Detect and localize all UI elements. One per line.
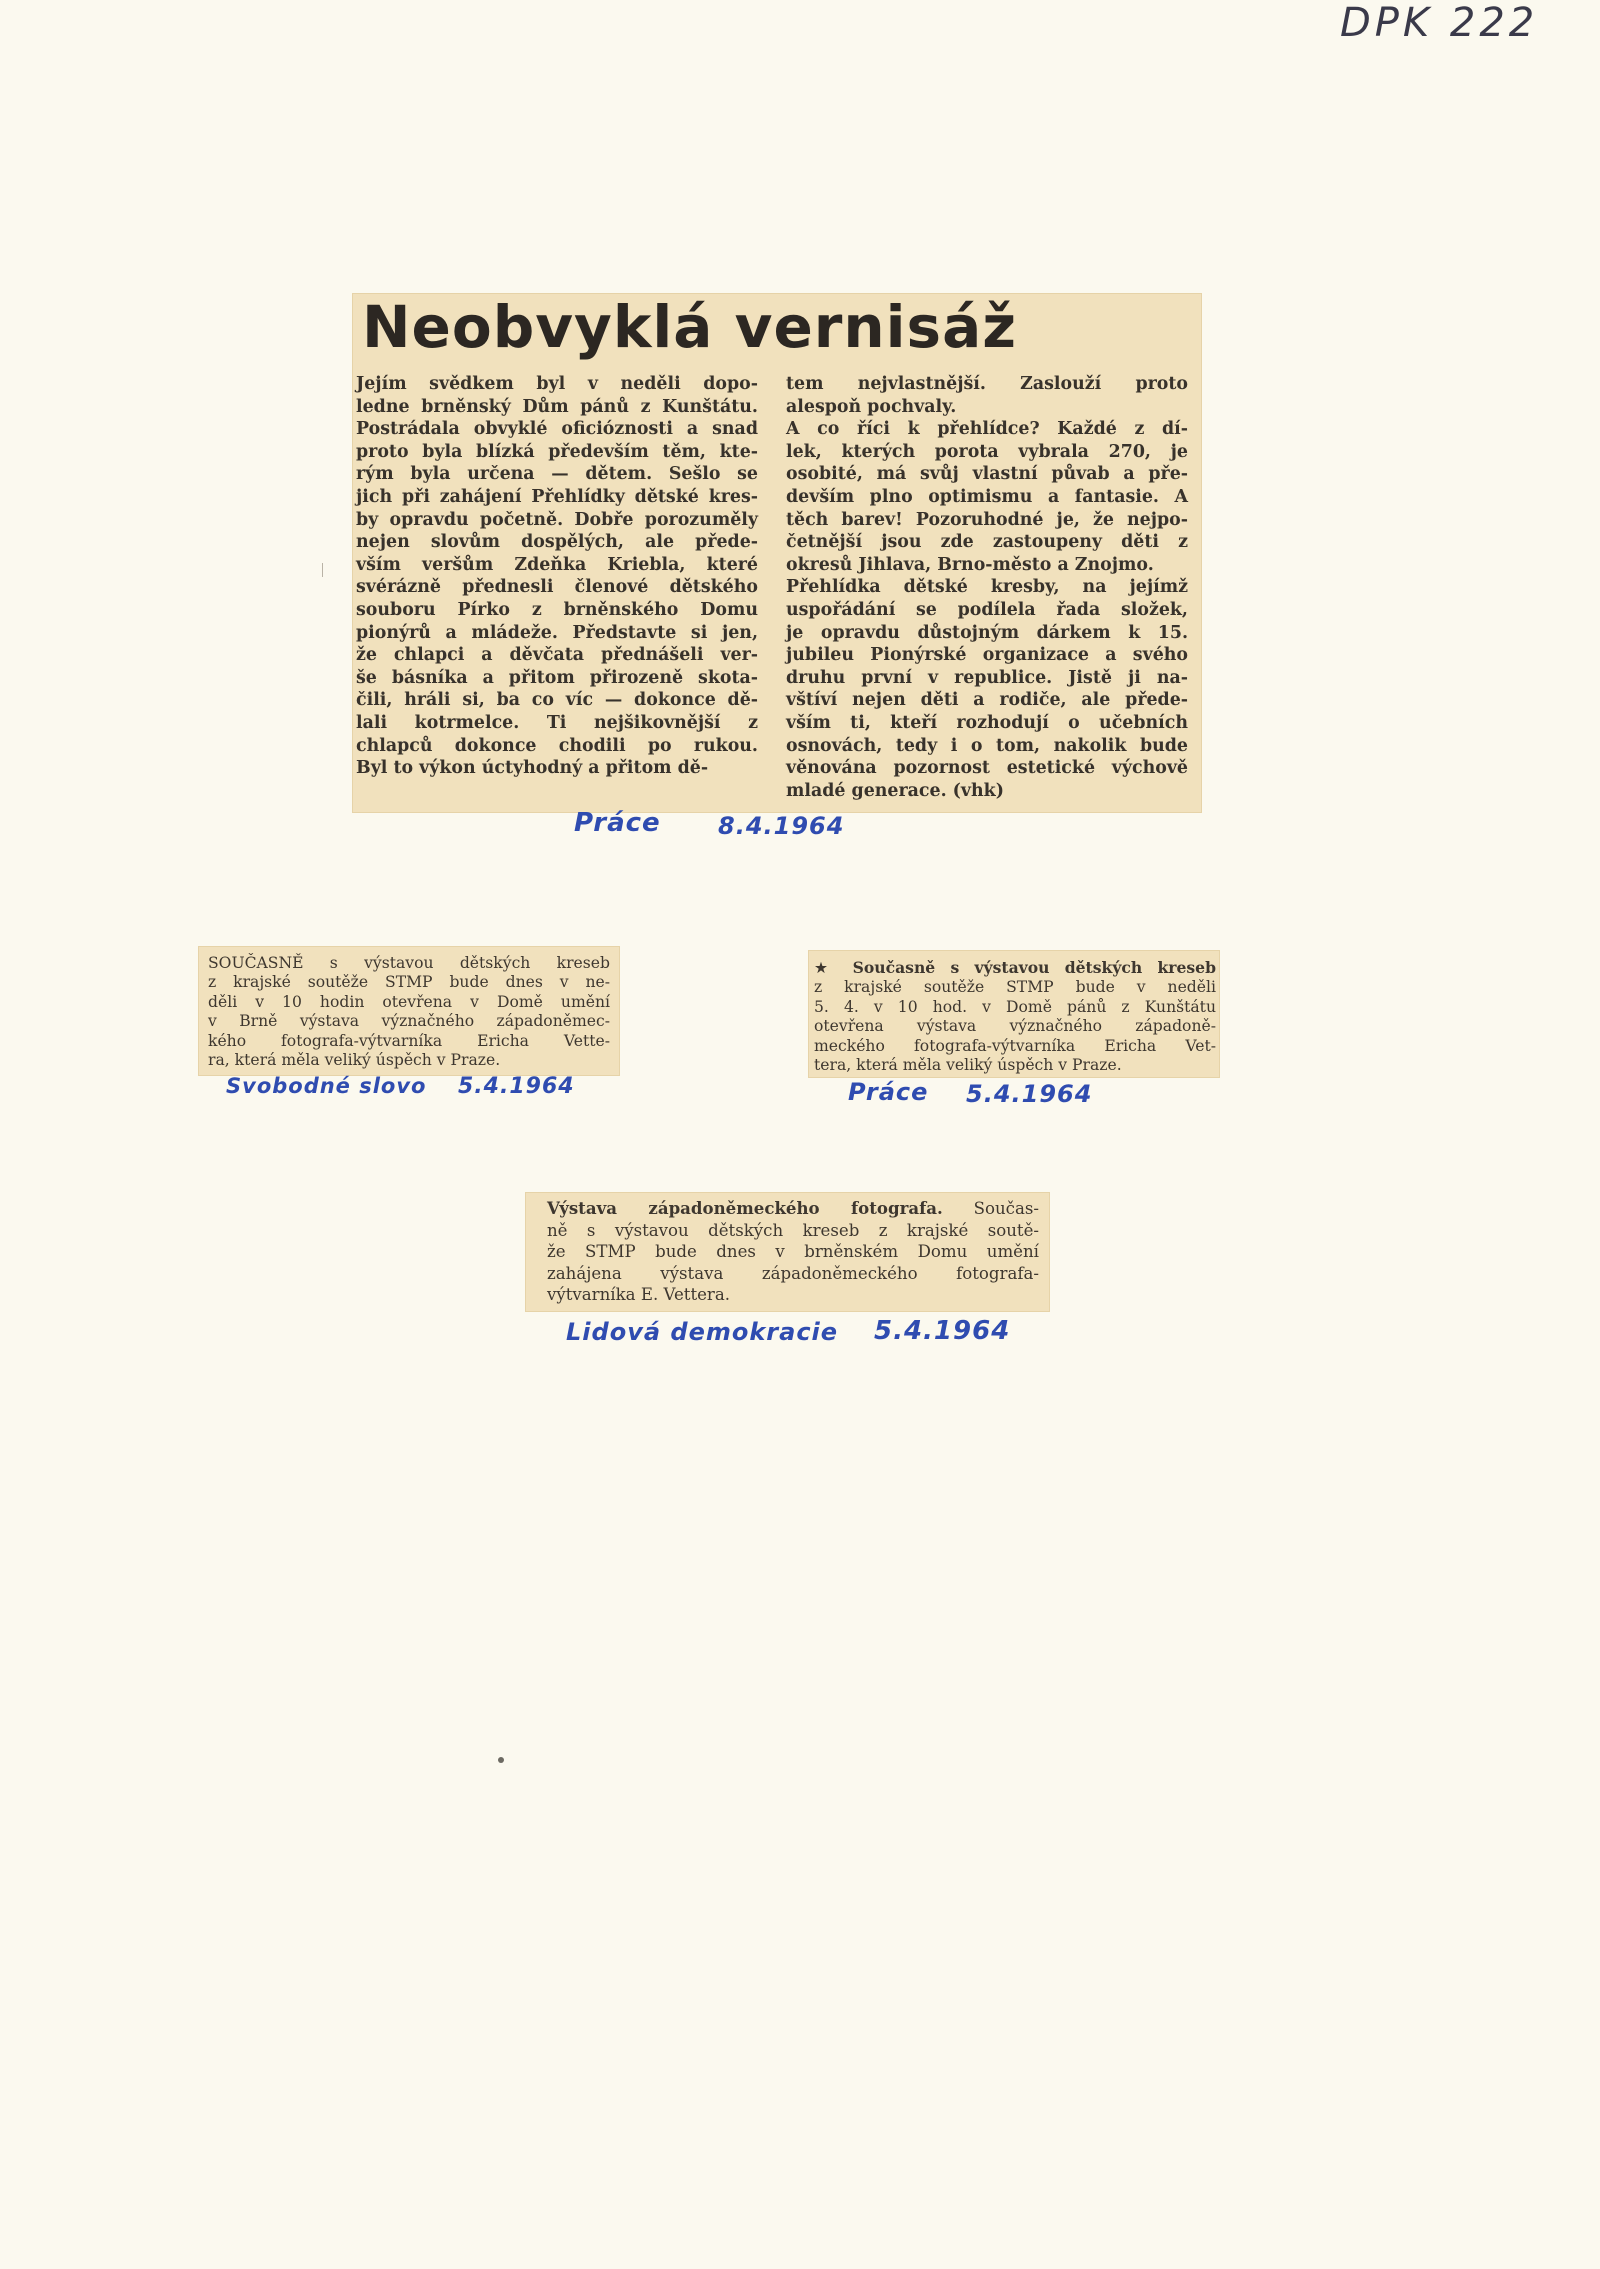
article-column-left [356,373,758,780]
article-line: osnovách, tedy i o tom, nakolik bude [786,735,1188,756]
article-line: souboru Pírko z brněnského Domu [356,599,758,620]
source-note-prace: Práce [574,808,661,838]
article-line: Byl to výkon úctyhodný a přitom dě- [356,758,709,779]
article-line: je opravdu důstojným dárkem k 15. [786,622,1188,643]
article-line: svérázně přednesli členové dětského [356,577,758,598]
clipping-line: tera, která měla veliký úspěch v Praze. [814,1056,1122,1075]
article-line: ra, která měla veliký úspěch v Praze. [208,1051,501,1070]
date-note-main: 8.4.1964 [718,812,845,840]
article-line: Přehlídka dětské kresby, na jejímž [786,577,1188,598]
article-line: čili, hráli si, ba co víc — dokonce dě- [356,690,758,711]
article-line: alespoň pochvaly. [786,396,957,417]
article-line: chlapců dokonce chodili po rukou. [356,735,758,756]
article-line: lali kotrmelce. Ti nejšikovnější z [356,712,758,733]
date-note-lidova-demokracie: 5.4.1964 [874,1316,1011,1346]
article-line: rým byla určena — dětem. Sešlo se [356,464,758,485]
article-line: mladé generace. (vhk) [786,780,1004,801]
article-line: okresů Jihlava, Brno-město a Znojmo. [786,554,1154,575]
article-line: Jejím svědkem byl v neděli dopo- [356,374,758,394]
article-line: pionýrů a mládeže. Představte si jen, [356,622,758,643]
clipping-text [547,1198,1039,1306]
article-line: lek, kterých porota vybrala 270, je [786,441,1188,462]
clipping-line-first: ★ Současně s výstavou dětských kreseb [814,958,1217,977]
clipping-line: meckého fotografa-výtvarníka Ericha Vet- [814,1036,1216,1055]
article-line: Postrádala obvyklé oficióznosti a snad [356,419,758,440]
article-line: SOUČASNĚ s výstavou dětských kreseb [208,954,610,972]
article-line: ledne brněnský Dům pánů z Kunštátu. [356,396,758,417]
article-line: z krajské soutěže STMP bude dnes v ne- [208,973,610,992]
source-note-lidova-demokracie: Lidová demokracie [566,1318,839,1346]
lidova-demokracie-clipping [525,1192,1050,1312]
article-line: kého fotografa-výtvarníka Ericha Vette- [208,1031,610,1050]
article-line: A co říci k přehlídce? Každé z dí- [786,419,1188,440]
clipping-line: výtvarníka E. Vettera. [547,1285,731,1305]
clipping-line: 5. 4. v 10 hod. v Domě pánů z Kunštátu [814,997,1216,1016]
clipping-line: ně s výstavou dětských kreseb z krajské soutě- [547,1220,1039,1240]
clipping-text [814,958,1216,1075]
article-line: vštíví nejen děti a rodiče, ale přede- [786,690,1188,711]
article-line: jich při zahájení Přehlídky dětské kres- [356,486,758,507]
source-note-svobodne-slovo: Svobodné slovo [226,1074,427,1098]
archive-number: DPK 222 [1340,0,1539,46]
article-line: děli v 10 hodin otevřena v Domě umění [208,992,610,1011]
clipping-line-first: Výstava západoněmeckého fotografa. Součas- [547,1198,1039,1218]
article-line: tem nejvlastnější. Zaslouží proto [786,374,1188,394]
date-note-prace-2: 5.4.1964 [966,1080,1093,1108]
paper-spot [498,1757,504,1763]
article-line: by opravdu početně. Dobře porozuměly [356,509,758,530]
headline: Neobvyklá vernisáž [362,293,1017,361]
article-line: četnější jsou zde zastoupeny děti z [786,532,1188,553]
clipping-line: že STMP bude dnes v brněnském Domu umění [547,1242,1039,1262]
clipping-line: otevřena výstava význačného západoně- [814,1017,1216,1036]
pencil-mark [322,563,331,577]
source-note-prace-2: Práce [848,1078,929,1106]
article-line: těch barev! Pozoruhodné je, že nejpo- [786,509,1188,530]
article-line: věnována pozornost estetické výchově [786,758,1188,779]
article-line: devším plno optimismu a fantasie. A [786,486,1188,507]
article-line: jubileu Pionýrské organizace a svého [786,645,1188,666]
article-line: vším veršům Zdeňka Kriebla, které [356,554,758,575]
article-line: v Brně výstava význačného západoněmec- [208,1012,610,1031]
article-line: nejen slovům dospělých, ale přede- [356,532,758,553]
clipping-line: zahájena výstava západoněmeckého fotografa- [547,1263,1039,1283]
article-line: že chlapci a děvčata přednášeli ver- [356,645,758,666]
article-column-right [786,373,1188,802]
clipping-text [208,954,610,1070]
article-line: uspořádání se podílela řada složek, [786,599,1188,620]
svobodne-slovo-clipping [198,946,620,1076]
star-icon: ★ [814,959,838,977]
article-line: osobité, má svůj vlastní půvab a pře- [786,464,1188,485]
article-line: druhu první v republice. Jistě ji na- [786,667,1188,688]
date-note-svobodne-slovo: 5.4.1964 [458,1074,575,1099]
main-clipping [352,293,1202,813]
prace-clipping [808,950,1220,1078]
article-line: še básníka a přitom přirozeně skota- [356,667,758,688]
clipping-line: z krajské soutěže STMP bude v neděli [814,978,1216,997]
article-line: vším ti, kteří rozhodují o učebních [786,712,1188,733]
article-line: proto byla blízká především těm, kte- [356,441,758,462]
